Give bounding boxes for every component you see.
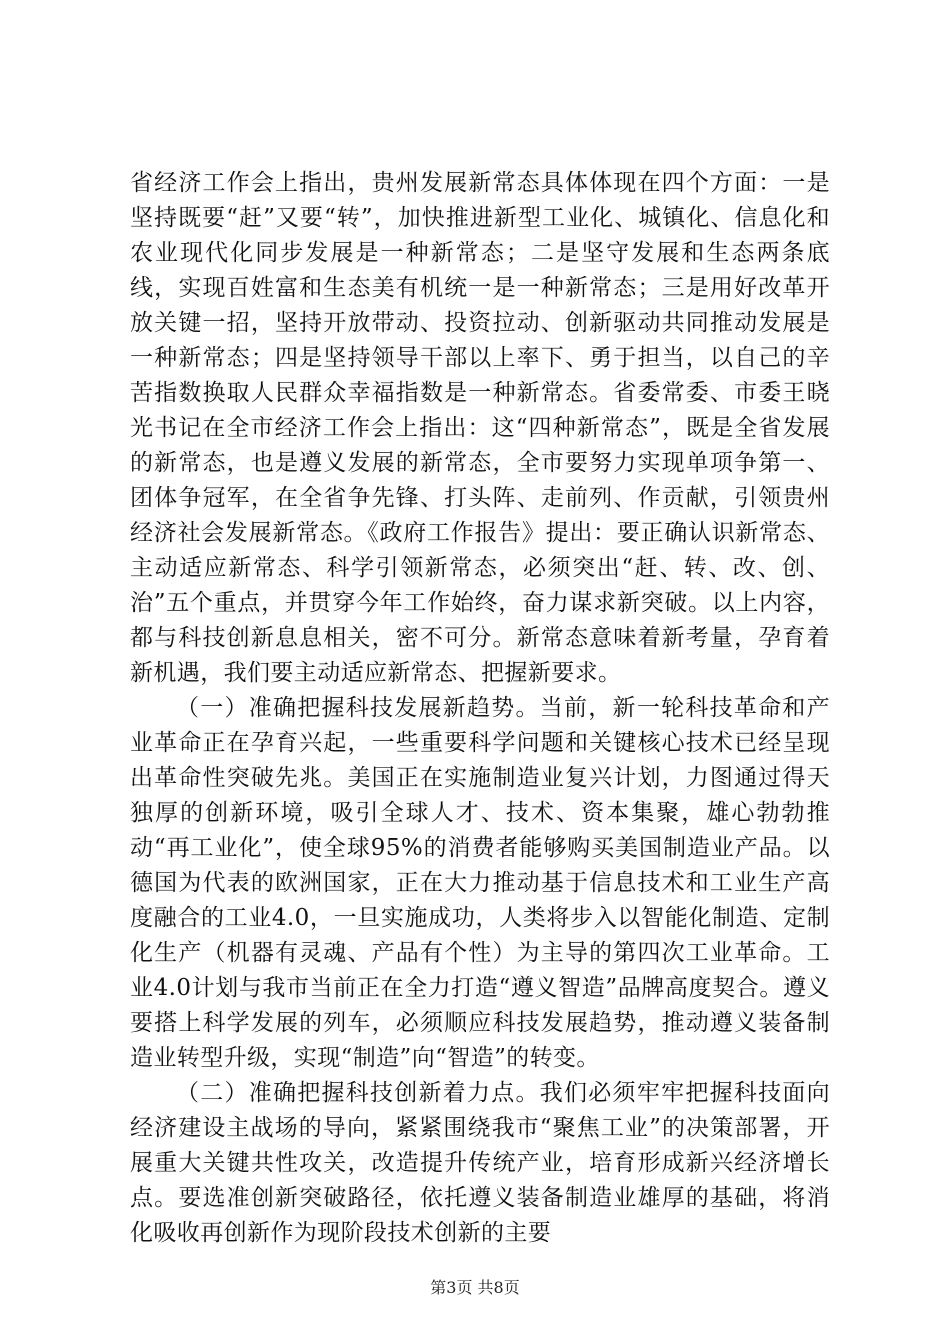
page-footer	[0, 1278, 950, 1298]
page-indicator: 第3页 共8页	[430, 1278, 520, 1297]
document-body	[130, 166, 830, 1251]
paragraph-continuation: 省经济工作会上指出，贵州发展新常态具体体现在四个方面：一是坚持既要“赶”又要“转”，加快推进新型工业化、城镇化、信息化和农业现代化同步发展是一种新常态；二是坚守发展和生态两条底线，实现百姓富和生态美有机统一是一种新常态；三是用好改革开放关键一招，坚持开放带动、投资拉动、创新驱动共同推动发展是一种新常态；四是坚持领导干部以上率下、勇于担当，以自己的辛苦指数换取人民群众幸福指数是一种新常态。省委常委、市委王晓光书记在全市经济工作会上指出：这“四种新常态”，既是全省发展的新常态，也是遵义发展的新常态，全市要努力实现单项争第一、团体争冠军，在全省争先锋、打头阵、走前列、作贡献，引领贵州经济社会发展新常态。《政府工作报告》提出：要正确认识新常态、主动适应新常态、科学引领新常态，必须突出“赶、转、改、创、治”五个重点，并贯穿今年工作始终，奋力谋求新突破。以上内容，都与科技创新息息相关，密不可分。新常态意味着新考量，孕育着新机遇，我们要主动适应新常态、把握新要求。	[130, 170, 830, 686]
paragraph-section-one: （一）准确把握科技发展新趋势。当前，新一轮科技革命和产业革命正在孕育兴起，一些重要科学问题和关键核心技术已经呈现出革命性突破先兆。美国正在实施制造业复兴计划，力图通过得天独厚的创新环境，吸引全球人才、技术、资本集聚，雄心勃勃推动“再工业化”，使全球95%的消费者能够购买美国制造业产品。以德国为代表的欧洲国家，正在大力推动基于信息技术和工业生产高度融合的工业4.0，一旦实施成功，人类将步入以智能化制造、定制化生产（机器有灵魂、产品有个性）为主导的第四次工业革命。工业4.0计划与我市当前正在全力打造“遵义智造”品牌高度契合。遵义要搭上科学发展的列车，必须顺应科技发展趋势，推动遵义装备制造业转型升级，实现“制造”向“智造”的转变。	[130, 695, 830, 1071]
paragraph-section-two: （二）准确把握科技创新着力点。我们必须牢牢把握科技面向经济建设主战场的导向，紧紧围绕我市“聚焦工业”的决策部署，开展重大关键共性攻关，改造提升传统产业，培育形成新兴经济增长点。要选准创新突破路径，依托遵义装备制造业雄厚的基础，将消化吸收再创新作为现阶段技术创新的主要	[130, 1080, 830, 1246]
